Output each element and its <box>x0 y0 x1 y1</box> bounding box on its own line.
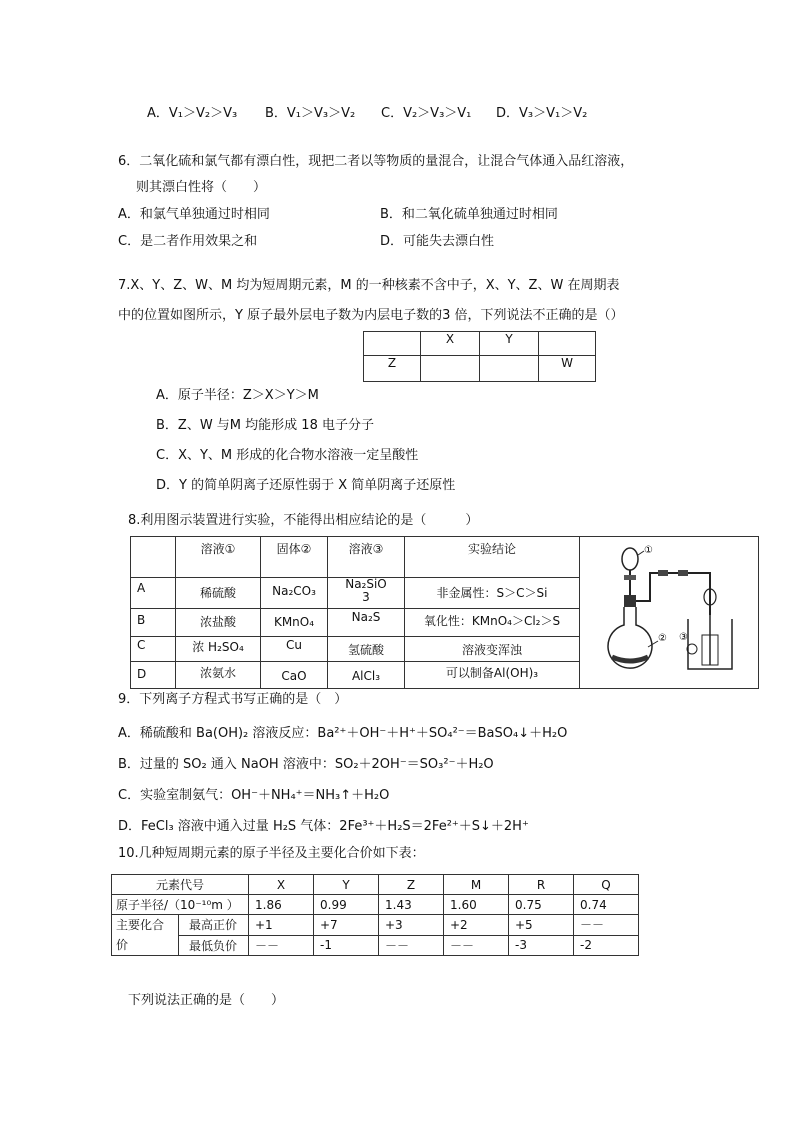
q8-apparatus-diagram <box>580 537 756 685</box>
q10-min-m: －－ <box>444 935 509 956</box>
apparatus-marker-1: ① <box>644 545 653 556</box>
q7-grid-x: X <box>421 332 480 356</box>
q10-symbol-m: M <box>444 875 509 895</box>
q10-min-x: －－ <box>249 935 314 956</box>
q10-radius-z: 1.43 <box>379 895 444 915</box>
q8-row-c-conclusion: 溶液变浑浊 <box>405 636 580 662</box>
q10-stem: 10.几种短周期元素的原子半径及主要化合价如下表： <box>118 846 425 861</box>
q8-apparatus-cell <box>580 537 759 689</box>
q10-header-max: 最高正价 <box>179 915 249 936</box>
q10-header-valence <box>112 915 179 956</box>
q10-header-min: 最低负价 <box>179 935 249 956</box>
q7-grid-w: W <box>539 356 596 382</box>
q8-row-b-conclusion: 氧化性：KMnO₄＞Cl₂＞S <box>405 609 580 637</box>
q10-min-r: -3 <box>509 935 574 956</box>
q10-min-z: －－ <box>379 935 444 956</box>
q7-stem-line2: 中的位置如图所示，Y 原子最外层电子数为内层电子数的3 倍，下列说法不正确的是（） <box>118 308 624 323</box>
q10-max-q: －－ <box>574 915 639 936</box>
q8-row-b-solid2: KMnO₄ <box>261 609 328 637</box>
q8-row-a-solid2: Na₂CO₃ <box>261 577 328 609</box>
q10-radius-x: 1.86 <box>249 895 314 915</box>
apparatus-marker-2: ② <box>658 633 667 644</box>
q10-followup: 下列说法正确的是（ ） <box>128 993 285 1008</box>
q7-option-a: A．原子半径：Z＞X＞Y＞M <box>156 388 319 403</box>
q10-radius-q: 0.74 <box>574 895 639 915</box>
q10-max-x: +1 <box>249 915 314 936</box>
q8-row-a-solution3-line1: Na₂SiO <box>345 576 387 591</box>
q8-header-solution3: 溶液③ <box>328 537 405 578</box>
q10-max-m: +2 <box>444 915 509 936</box>
q10-header-valence-line2: 价 <box>116 938 129 952</box>
q5-option-c: C．V₂＞V₃＞V₁ <box>381 106 472 121</box>
q10-min-q: -2 <box>574 935 639 956</box>
q8-row-c-solution3: 氢硫酸 <box>328 636 405 662</box>
q6-stem-line2: 则其漂白性将（ ） <box>136 180 267 195</box>
q10-symbol-y: Y <box>314 875 379 895</box>
q10-min-y: -1 <box>314 935 379 956</box>
q10-header-symbol: 元素代号 <box>112 875 249 895</box>
q7-option-d: D．Y 的简单阴离子还原性弱于 X 简单阴离子还原性 <box>156 478 456 493</box>
q10-max-z: +3 <box>379 915 444 936</box>
q6-option-a: A．和氯气单独通过时相同 <box>118 207 270 222</box>
q6-option-b: B．和二氧化硫单独通过时相同 <box>380 207 558 222</box>
q9-option-b: B．过量的 SO₂ 通入 NaOH 溶液中：SO₂＋2OH⁻＝SO₃²⁻＋H₂O <box>118 757 494 772</box>
q8-row-c-solution1: 浓 H₂SO₄ <box>176 636 261 662</box>
q8-row-a-solution3-line2: 3 <box>362 589 370 604</box>
q8-table <box>130 536 759 689</box>
q8-row-d-solution3: AlCl₃ <box>328 662 405 689</box>
q8-stem: 8.利用图示装置进行实验，不能得出相应结论的是（ ） <box>128 513 479 528</box>
q8-header-solid2: 固体② <box>261 537 328 578</box>
q10-table <box>111 874 639 956</box>
q7-grid-y: Y <box>480 332 539 356</box>
q10-max-r: +5 <box>509 915 574 936</box>
q10-radius-m: 1.60 <box>444 895 509 915</box>
q10-symbol-z: Z <box>379 875 444 895</box>
q8-row-d-label: D <box>131 662 176 689</box>
q10-symbol-q: Q <box>574 875 639 895</box>
q9-option-c: C．实验室制氨气：OH⁻＋NH₄⁺＝NH₃↑＋H₂O <box>118 788 390 803</box>
q8-row-c-solid2: Cu <box>261 636 328 662</box>
q8-row-a-conclusion: 非金属性：S＞C＞Si <box>405 577 580 609</box>
q7-periodic-grid <box>363 331 596 382</box>
q7-option-c: C．X、Y、M 形成的化合物水溶液一定呈酸性 <box>156 448 419 463</box>
q6-stem-line1: 6．二氧化硫和氯气都有漂白性，现把二者以等物质的量混合，让混合气体通入品红溶液， <box>118 154 634 169</box>
q5-option-d: D．V₃＞V₁＞V₂ <box>496 106 588 121</box>
q7-option-b: B．Z、W 与M 均能形成 18 电子分子 <box>156 418 374 433</box>
apparatus-marker-3: ③ <box>679 632 688 643</box>
q8-row-a-solution3 <box>328 577 405 609</box>
q5-option-b: B．V₁＞V₃＞V₂ <box>265 106 356 121</box>
q7-grid-z: Z <box>364 356 421 382</box>
q8-header-conclusion: 实验结论 <box>405 537 580 578</box>
q10-max-y: +7 <box>314 915 379 936</box>
q8-header-solution1: 溶液① <box>176 537 261 578</box>
q8-row-b-label: B <box>131 609 176 637</box>
q9-option-d: D．FeCl₃ 溶液中通入过量 H₂S 气体：2Fe³⁺＋H₂S＝2Fe²⁺＋S↓＋2H⁺ <box>118 819 529 834</box>
q8-row-b-solution3: Na₂S <box>328 609 405 637</box>
q8-row-d-solid2: CaO <box>261 662 328 689</box>
q7-stem-line1: 7.X、Y、Z、W、M 均为短周期元素，M 的一种核素不含中子，X、Y、Z、W 在周期表 <box>118 278 620 293</box>
q8-row-a-solution1: 稀硫酸 <box>176 577 261 609</box>
q9-option-a: A．稀硫酸和 Ba(OH)₂ 溶液反应：Ba²⁺＋OH⁻＋H⁺＋SO₄²⁻＝BaSO₄↓＋H₂O <box>118 726 568 741</box>
q10-radius-y: 0.99 <box>314 895 379 915</box>
q10-header-radius: 原子半径/（10⁻¹⁰m ） <box>112 895 249 915</box>
q6-option-c: C．是二者作用效果之和 <box>118 234 258 249</box>
q8-row-b-solution1: 浓盐酸 <box>176 609 261 637</box>
separatory-funnel-icon <box>622 548 638 570</box>
q8-row-c-label: C <box>131 636 176 662</box>
q10-radius-r: 0.75 <box>509 895 574 915</box>
q6-option-d: D．可能失去漂白性 <box>380 234 495 249</box>
q9-stem: 9．下列离子方程式书写正确的是（ ） <box>118 692 348 707</box>
q8-row-a-label: A <box>131 577 176 609</box>
q10-symbol-x: X <box>249 875 314 895</box>
q10-header-valence-line1: 主要化合 <box>116 918 165 932</box>
q8-row-d-conclusion: 可以制备Al(OH)₃ <box>405 662 580 689</box>
delivery-tube-icon <box>636 573 710 615</box>
q8-row-d-solution1: 浓氨水 <box>176 662 261 689</box>
q5-option-a: A．V₁＞V₂＞V₃ <box>147 106 238 121</box>
q10-symbol-r: R <box>509 875 574 895</box>
